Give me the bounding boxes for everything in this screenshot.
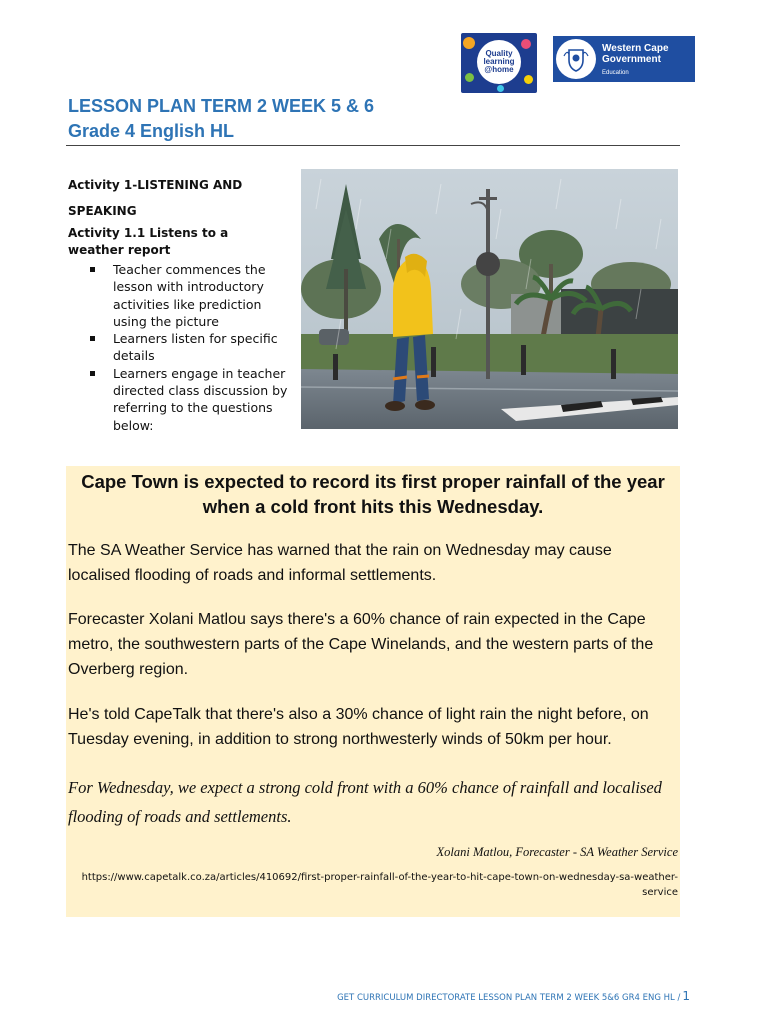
lesson-plan-title: LESSON PLAN TERM 2 WEEK 5 & 6 bbox=[68, 96, 375, 116]
grade-subtitle: Grade 4 English HL bbox=[68, 121, 235, 141]
quality-learning-at-home-logo bbox=[461, 33, 537, 93]
rainy-street-photo bbox=[301, 169, 678, 429]
article-paragraph-1: The SA Weather Service has warned that the rain on Wednesday may cause localised flooding of roads and informal settlements. bbox=[68, 542, 612, 584]
activity-heading-1-1: Activity 1.1 Listens to a weather report bbox=[68, 226, 229, 257]
activity-heading-1b: SPEAKING bbox=[68, 204, 137, 218]
coat-of-arms-icon bbox=[556, 39, 596, 79]
bullet-icon bbox=[90, 336, 95, 341]
forecaster-quote: For Wednesday, we expect a strong cold front with a 60% chance of rainfall and localised flooding of roads and settlements. bbox=[68, 778, 662, 826]
activity-heading-1a: Activity 1-LISTENING AND bbox=[68, 178, 243, 192]
wcg-department: Education bbox=[602, 69, 629, 76]
page-number: 1 bbox=[682, 989, 690, 1003]
header-divider bbox=[66, 145, 680, 146]
footer-text: GET CURRICULUM DIRECTORATE LESSON PLAN TERM 2 WEEK 5&6 GR4 ENG HL / bbox=[337, 993, 681, 1003]
list-item: Learners engage in teacher directed class discussion by referring to the questions below: bbox=[68, 365, 288, 434]
article-paragraph-2: Forecaster Xolani Matlou says there's a 60% chance of rain expected in the Cape metro, the southwestern parts of the Cape Winelands, and the western parts of the Overberg region. bbox=[68, 611, 654, 678]
bullet-icon bbox=[90, 267, 95, 272]
quote-attribution: Xolani Matlou, Forecaster - SA Weather Service bbox=[436, 845, 678, 859]
page-footer bbox=[337, 989, 690, 1003]
western-cape-government-logo bbox=[553, 36, 695, 82]
article-headline: Cape Town is expected to record its first proper rainfall of the year when a cold front hits this Wednesday. bbox=[81, 471, 665, 517]
quality-learning-logo-text: Quality learning @home bbox=[477, 40, 521, 84]
wcg-name-line1: Western Cape bbox=[602, 42, 669, 54]
weather-article bbox=[66, 466, 680, 917]
activity-section bbox=[68, 172, 288, 434]
list-item: Teacher commences the lesson with introductory activities like prediction using the picture bbox=[68, 261, 288, 330]
article-paragraph-3: He's told CapeTalk that there's also a 30% chance of light rain the night before, on Tuesday evening, in addition to strong northwesterly winds of 50km per hour. bbox=[68, 706, 649, 748]
activity-bullet-list bbox=[68, 261, 288, 434]
list-item: Learners listen for specific details bbox=[68, 330, 288, 365]
source-url-link[interactable]: https://www.capetalk.co.za/articles/410692/first-proper-rainfall-of-the-year-to-hit-cape-town-on-wednesday-sa-weather-service bbox=[81, 872, 678, 898]
bullet-icon bbox=[90, 371, 95, 376]
wcg-name-line2: Government bbox=[602, 53, 661, 65]
